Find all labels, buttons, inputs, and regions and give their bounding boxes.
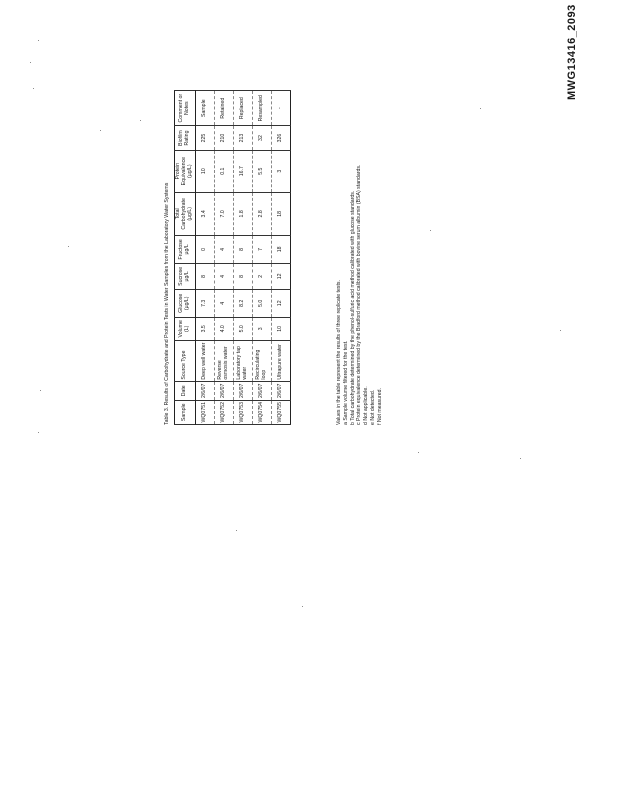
header-fructose: Fructose µg/L bbox=[175, 236, 196, 264]
cell-volume: 4.0 bbox=[214, 317, 233, 341]
header-comment: Comment or Notes bbox=[175, 91, 196, 126]
cell-fructose: 7 bbox=[252, 236, 271, 264]
cell-total-carbohydrate: 7.0 bbox=[214, 192, 233, 235]
cell-date: 2/6/07 bbox=[214, 382, 233, 400]
cell-date: 2/6/07 bbox=[252, 382, 271, 400]
cell-volume: 3 bbox=[252, 317, 271, 341]
cell-glucose: 12 bbox=[271, 290, 290, 317]
cell-protein-equivalence: 5.5 bbox=[252, 150, 271, 192]
cell-biofilm-rating: 32 bbox=[252, 126, 271, 150]
cell-fructose: 0 bbox=[195, 236, 214, 264]
table-header-row bbox=[175, 91, 196, 425]
cell-comment: Resampled bbox=[252, 91, 271, 126]
scan-speck bbox=[480, 108, 481, 109]
scan-speck bbox=[520, 458, 521, 459]
cell-sucrose: 2 bbox=[252, 263, 271, 289]
cell-sample: WQ0753 bbox=[233, 400, 252, 424]
note-line: c Protein equivalence determined by the Bradford method calibrated with bovine serum albumin (BSA) standards. bbox=[356, 164, 363, 425]
cell-comment: Sample bbox=[195, 91, 214, 126]
table-notes bbox=[336, 90, 383, 425]
cell-sucrose: 4 bbox=[214, 263, 233, 289]
cell-sample: WQ0755 bbox=[271, 400, 290, 424]
cell-fructose: 4 bbox=[214, 236, 233, 264]
header-source-type: Source Type bbox=[175, 341, 196, 382]
cell-sucrose: 8 bbox=[233, 263, 252, 289]
table-row bbox=[233, 91, 252, 425]
header-volume: Volume (L) bbox=[175, 317, 196, 341]
header-total-carbohydrate: Total Carbohydrate (µg/L) bbox=[175, 192, 196, 235]
header-sample: Sample bbox=[175, 400, 196, 424]
cell-volume: 5.0 bbox=[233, 317, 252, 341]
cell-protein-equivalence: 16.7 bbox=[233, 150, 252, 192]
cell-biofilm-rating: 213 bbox=[233, 126, 252, 150]
cell-glucose: 4 bbox=[214, 290, 233, 317]
scan-speck bbox=[418, 452, 419, 453]
table-row bbox=[195, 91, 214, 425]
cell-sucrose: 8 bbox=[195, 263, 214, 289]
cell-protein-equivalence: 10 bbox=[195, 150, 214, 192]
cell-biofilm-rating: 326 bbox=[271, 126, 290, 150]
rotated-table-block bbox=[164, 90, 383, 425]
scan-speck bbox=[430, 230, 431, 231]
scan-speck bbox=[38, 432, 39, 433]
cell-sample: WQ0752 bbox=[214, 400, 233, 424]
cell-biofilm-rating: 210 bbox=[214, 126, 233, 150]
cell-date: 2/6/07 bbox=[233, 382, 252, 400]
cell-source-type: Deep well water bbox=[195, 341, 214, 382]
note-line: d Not applicable. bbox=[363, 386, 369, 425]
cell-protein-equivalence: 0.1 bbox=[214, 150, 233, 192]
note-line: b Total carbohydrate determined by the phenol-sulfuric acid method calibrated with glucose standards. bbox=[349, 190, 356, 425]
scan-speck bbox=[100, 130, 101, 131]
note-line: f Not measured. bbox=[376, 388, 383, 425]
cell-comment: Replaced bbox=[233, 91, 252, 126]
table-row bbox=[271, 91, 290, 425]
cell-glucose: 7.3 bbox=[195, 290, 214, 317]
cell-volume: 3.5 bbox=[195, 317, 214, 341]
cell-glucose: 5.0 bbox=[252, 290, 271, 317]
cell-total-carbohydrate: 1.8 bbox=[233, 192, 252, 235]
cell-fructose: 18 bbox=[271, 236, 290, 264]
cell-total-carbohydrate: 3.4 bbox=[195, 192, 214, 235]
note-line: e Not detected. bbox=[369, 389, 376, 425]
cell-volume: 10 bbox=[271, 317, 290, 341]
header-protein-equivalence: Protein Equivalence (µg/L) bbox=[175, 150, 196, 192]
cell-comment: - bbox=[271, 91, 290, 126]
cell-source-type: Reverse osmosis water bbox=[214, 341, 233, 382]
table-caption: Table 3. Results of Carbohydrate and Protein Tests in Water Samples from the Laboratory Water Systems bbox=[164, 182, 170, 425]
cell-fructose: 8 bbox=[233, 236, 252, 264]
header-sucrose: Sucrose µg/L bbox=[175, 263, 196, 289]
cell-date: 2/6/07 bbox=[271, 382, 290, 400]
cell-source-type: Laboratory tap water bbox=[233, 341, 252, 382]
table-row bbox=[252, 91, 271, 425]
cell-total-carbohydrate: 2.8 bbox=[252, 192, 271, 235]
note-line: a Sample volume filtered for the test. bbox=[342, 340, 349, 425]
scan-speck bbox=[302, 606, 303, 607]
results-table bbox=[174, 90, 291, 425]
table-row bbox=[214, 91, 233, 425]
scan-speck bbox=[33, 88, 34, 89]
note-line: Values in the table represent the results of three replicate tests. bbox=[336, 280, 342, 425]
scan-speck bbox=[68, 246, 69, 247]
document-id: MWG13416_2093 bbox=[566, 4, 578, 100]
scan-speck bbox=[38, 40, 39, 41]
cell-total-carbohydrate: 18 bbox=[271, 192, 290, 235]
scan-speck bbox=[236, 530, 237, 531]
cell-glucose: 8.2 bbox=[233, 290, 252, 317]
scan-speck bbox=[140, 120, 141, 121]
header-glucose: Glucose (µg/L) bbox=[175, 290, 196, 317]
scan-speck bbox=[40, 390, 41, 391]
header-date: Date bbox=[175, 382, 196, 400]
header-biofilm-rating: Biofilm Rating bbox=[175, 126, 196, 150]
cell-protein-equivalence: 3 bbox=[271, 150, 290, 192]
cell-sucrose: 12 bbox=[271, 263, 290, 289]
cell-date: 2/6/07 bbox=[195, 382, 214, 400]
scan-speck bbox=[30, 62, 31, 63]
cell-source-type: Ultrapure water bbox=[271, 341, 290, 382]
cell-sample: WQ0754 bbox=[252, 400, 271, 424]
cell-biofilm-rating: 225 bbox=[195, 126, 214, 150]
cell-sample: WQ0751 bbox=[195, 400, 214, 424]
cell-comment: Retained bbox=[214, 91, 233, 126]
scan-speck bbox=[560, 330, 561, 331]
cell-source-type: Recirculating loop bbox=[252, 341, 271, 382]
